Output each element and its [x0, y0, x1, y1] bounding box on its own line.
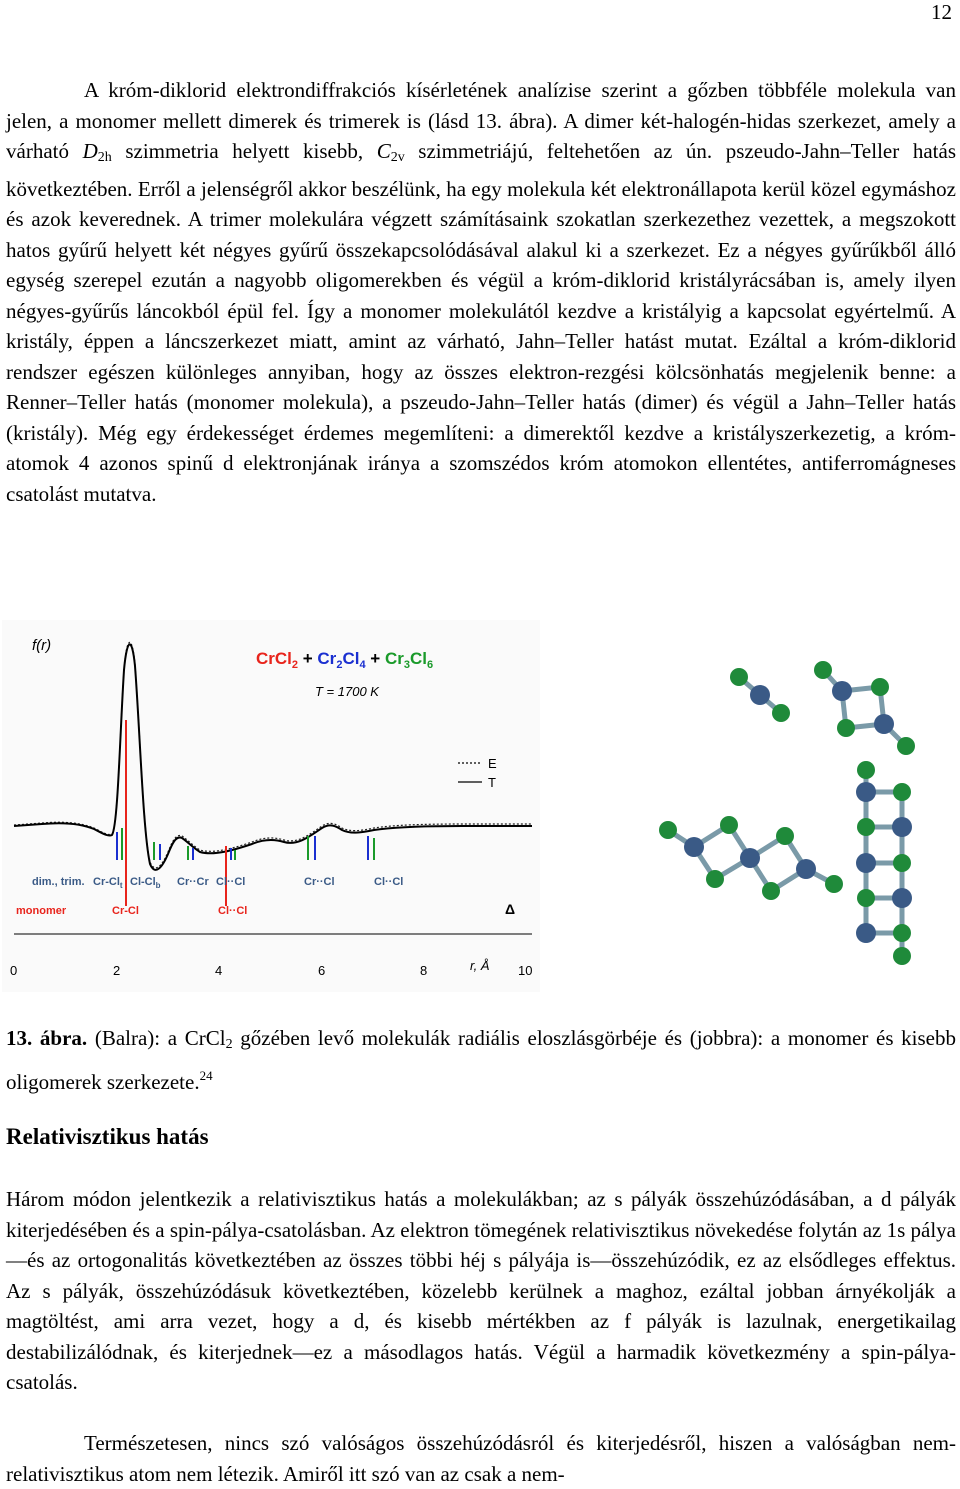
cl-atom	[772, 704, 790, 722]
cr-atom	[750, 685, 770, 705]
formula-title: CrCl$_2$ + $Cr_2Cl_4 + Cr_3Cl_6$	[256, 649, 434, 671]
dim-trim-label: dim., trim.	[32, 876, 85, 888]
paragraph-closing: Természetesen, nincs szó valóságos összehúzódásról és kiterjedésről, hiszen a valóságban nem-relativisztikus atom nem létezik. Amiről itt szó van az csak a nem-	[6, 1431, 956, 1486]
dim-label-clcl-2: Cl··Cl	[374, 876, 404, 888]
cl-atom	[730, 668, 748, 686]
x-axis-label: r, Å	[470, 958, 490, 973]
x-tick-10: 10	[518, 963, 533, 978]
section-heading: Relativisztikus hatás	[6, 1124, 209, 1149]
monomer-structure	[730, 668, 790, 722]
x-tick-6: 6	[318, 963, 326, 978]
delta-label: Δ	[505, 901, 516, 917]
tetramer-structure	[856, 761, 912, 965]
x-tick-2: 2	[113, 963, 121, 978]
dim-label-crcr: Cr··Cr	[177, 876, 209, 888]
page-number: 12	[931, 0, 952, 24]
y-axis-label: f(r)	[32, 637, 52, 654]
dim-label-crcl: Cr··Cl	[304, 876, 335, 888]
monomer-label-crcl: Cr-Cl	[112, 905, 139, 917]
temperature-label: T = 1700 K	[315, 684, 379, 699]
dim-label-crcl-t: $Cr-Cl_t$	[93, 876, 123, 890]
paragraph-relativistic: Három módon jelentkezik a relativisztikus hatás a molekulákban; az s pályák összehúzódásában, a d pályák kiterjedésében és a spin-pálya-csatolásban. Az elektron tömegének relativisztikus növekedése folytán az 1s pálya—és az ortogonalitás következtében az összes többi héj s pályája is—összehúzódik, ez az elsődleges effektus. Az s pályák, összehúzódásuk következtében, közelebb kerülnek a maghoz, ezáltal jobban árnyékolják a magtöltést, ami arra vezet, hogy a d, és kisebb mértékben az f pályák is lazulnak, energetikailag destabilizálódnak, és kiterjednek—ez a másodlagos hatás. Végül a harmadik következmény a spin-pálya-csatolás.	[6, 1187, 956, 1394]
trimer-structure	[659, 816, 843, 900]
legend-e-label: E	[488, 756, 497, 771]
figure-caption: 13. ábra. (Balra): a CrCl$_2$ gőzében levő molekulák radiális eloszlásgörbéje és (jobbra): a monomer és kisebb oligomerek szerkezete.$^{24}$	[6, 1026, 957, 1094]
figure-13	[2, 620, 958, 1000]
paragraph-intro: A króm-diklorid elektrondiffrakciós kísérletének analízise szerint a gőzben többféle molekula van jelen, a monomer mellett dimerek és trimerek is (lásd 13. ábra). A dimer két-halogén-hidas szerkezet, amely a várható $D_{2h}$ szimmetria helyett kisebb, $C_{2v}$ szimmetriájú, feltehetően az ún. pszeudo-Jahn–Teller hatás következtében. Erről a jelenségről akkor beszélünk, ha egy molekula két elektronállapota kerül közel egymáshoz és azok keverednek. A trimer molekulára végzett számításaink szokatlan szerkezethez vezettek, a megszokott hatos gyűrű helyett két négyes gyűrű összekapcsolódásával alakul ki a szerkezet. Ez a négyes gyűrűkből álló egység szerepel ezután a nagyobb oligomerekben és végül a króm-diklorid kristályrácsában is, amely ilyen négyes-gyűrűs láncokból épül fel. Így a monomer molekulától kezdve a kristályig a kapcsolat egyértelmű. A kristály, éppen a láncszerkezet miatt, amint az várható, Jahn–Teller hatást mutat. Ezáltal a króm-diklorid rendszer egészen különleges annyiban, hogy az összes elektron-rezgési kölcsönhatás megjelenik benne: a Renner–Teller hatás (monomer molekula), a pszeudo-Jahn–Teller hatás (dimer) és végül a Jahn–Teller hatás (kristály). Még egy érdekességet érdemes megemlíteni: a dimerektől kezdve a kristályszerkezetig, a króm-atomok 4 azonos spinű d elektronjának iránya a szomszédos króm atomokon ellentétes, antiferromágneses csatolást mutatva.	[6, 78, 956, 506]
monomer-label-clcl: Cl··Cl	[218, 905, 248, 917]
x-tick-4: 4	[215, 963, 223, 978]
dim-label-clcl-b: $Cl-Cl_b$	[130, 876, 161, 890]
x-tick-8: 8	[420, 963, 428, 978]
monomer-label: monomer	[16, 905, 67, 917]
x-tick-0: 0	[10, 963, 18, 978]
figure-13-svg	[2, 620, 958, 1000]
chart-background	[2, 620, 540, 992]
dim-label-clcl: Cl··Cl	[216, 876, 246, 888]
legend-t-label: T	[488, 775, 496, 790]
dimer-structure	[814, 661, 915, 755]
